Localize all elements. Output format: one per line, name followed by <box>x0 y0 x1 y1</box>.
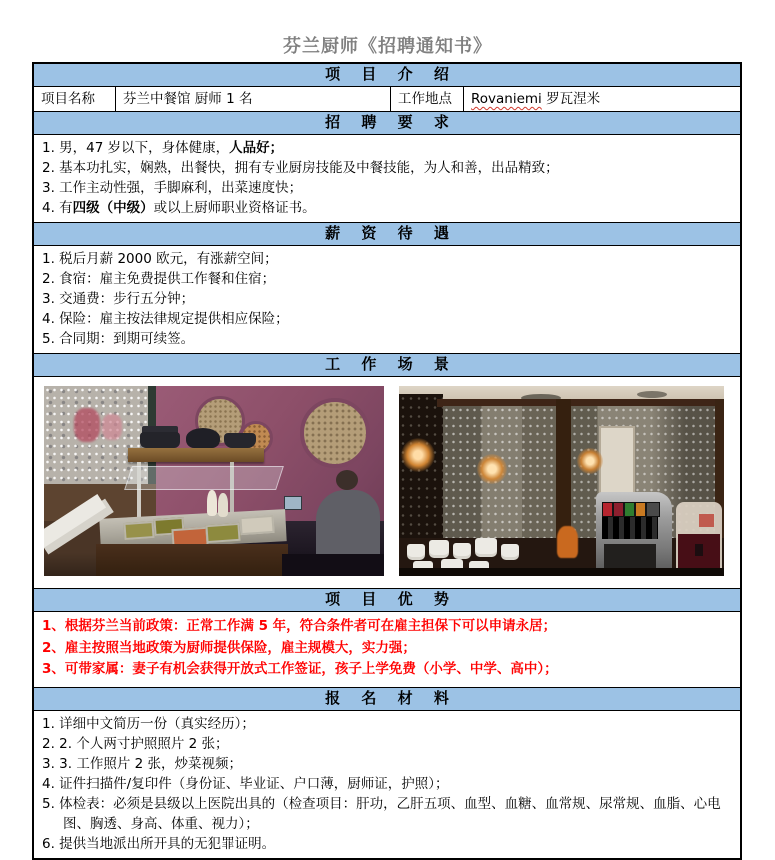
white-cup <box>429 540 449 555</box>
material-item-5: 5. 体检表：必须是县级以上医院出具的（检查项目：肝功，乙肝五项、血型、血糖、血常规、尿常规、血脂、心电图、胸透、身高、体重、视力）； <box>42 795 721 832</box>
material-item-3: 3. 3. 工作照片 2 张，炒菜视频； <box>42 755 243 772</box>
wall-lamp-glow <box>401 438 435 472</box>
notice-table <box>32 62 742 860</box>
buffet-top-shelf <box>128 448 264 462</box>
sauce-bottle <box>207 490 217 516</box>
juice-spigot <box>695 544 703 556</box>
salary-item-2: 2. 食宿：雇主免费提供工作餐和住宿； <box>42 271 276 287</box>
white-cup <box>475 538 497 554</box>
requirement-4-bold: 四级（中级） <box>72 200 154 216</box>
advantage-item-2: 2、雇主按照当地政策为厨师提供保险，雇主规模大，实力强； <box>42 639 416 656</box>
wall-lamp-glow <box>477 454 507 484</box>
requirement-item-3: 3. 工作主动性强，手脚麻利，出菜速度快； <box>42 180 303 196</box>
work-location-label: 工作地点 <box>391 87 464 111</box>
sneeze-guard-glass <box>124 466 284 490</box>
dark-floor <box>282 554 384 576</box>
counter-shadow <box>399 568 724 576</box>
page-title: 芬兰厨师《招聘通知书》 <box>283 36 492 57</box>
soda-nozzles <box>602 517 658 539</box>
white-cup <box>453 543 471 556</box>
white-cup <box>501 544 519 557</box>
salary-body <box>34 246 740 353</box>
stacked-bowls <box>186 428 220 448</box>
requirement-4-pre: 4. 有 <box>42 200 73 216</box>
advantages-body <box>34 612 740 687</box>
soda-drip-tray <box>604 544 656 570</box>
materials-body <box>34 711 740 858</box>
photo-restaurant-drinks <box>399 386 724 576</box>
wall-lamp-glow <box>577 448 603 474</box>
window-figure <box>74 408 100 442</box>
juice-label <box>699 514 714 527</box>
material-item-1: 1. 详细中文简历一份（真实经历）； <box>42 715 255 732</box>
location-chinese: 罗瓦涅米 <box>541 91 601 107</box>
requirement-item-2: 2. 基本功扎实，娴熟，出餐快，拥有专业厨房技能及中餐技能，为人和善，出品精致； <box>42 160 559 176</box>
requirement-1-text: 1. 男，47 岁以下，身体健康， <box>42 140 230 156</box>
material-item-2: 2. 2. 个人两寸护照照片 2 张； <box>42 735 229 752</box>
table-screen <box>284 496 302 510</box>
wall-disc <box>300 398 370 468</box>
stacked-plates <box>140 432 180 448</box>
location-english: Rovaniemi <box>471 91 542 107</box>
advantage-item-1: 1、根据芬兰当前政策：正常工作满 5 年，符合条件者可在雇主担保下可以申请永居； <box>42 618 557 634</box>
section-header-materials: 报 名 材 料 <box>34 687 740 711</box>
salary-item-3: 3. 交通费：步行五分钟； <box>42 291 195 307</box>
section-header-salary: 薪 资 待 遇 <box>34 222 740 246</box>
requirement-1-bold: 人品好； <box>229 140 284 156</box>
seated-person <box>316 490 380 556</box>
section-header-requirements: 招 聘 要 求 <box>34 111 740 135</box>
work-scene-photos <box>34 377 740 588</box>
project-name-value: 芬兰中餐馆 厨师 1 名 <box>116 87 391 111</box>
section-header-intro: 项 目 介 绍 <box>34 64 740 87</box>
salary-item-5: 5. 合同期：到期可续签。 <box>42 331 195 347</box>
sauce-bottle <box>218 493 228 517</box>
project-name-label: 项目名称 <box>34 87 116 111</box>
requirements-body <box>34 135 740 222</box>
material-item-4: 4. 证件扫描件/复印件（身份证、毕业证、户口薄，厨师证，护照）； <box>42 775 449 792</box>
intro-row <box>34 87 740 111</box>
section-header-advantages: 项 目 优 势 <box>34 588 740 612</box>
stacked-bowls <box>224 433 256 448</box>
food-tray <box>205 523 240 543</box>
seated-person-head <box>336 470 358 490</box>
section-header-scenes: 工 作 场 景 <box>34 353 740 377</box>
photo-restaurant-buffet <box>44 386 384 576</box>
requirement-item-4 <box>42 198 732 218</box>
white-cup <box>407 544 425 557</box>
window-figure <box>102 414 122 440</box>
requirement-item-1 <box>42 138 732 158</box>
food-tray <box>123 521 154 540</box>
work-location-value <box>464 87 740 111</box>
soda-drink-logos <box>602 502 660 517</box>
requirement-4-post: 或以上厨师职业资格证书。 <box>153 200 316 216</box>
ceiling-light <box>637 391 667 398</box>
advantage-item-3: 3、可带家属：妻子有机会获得开放式工作签证，孩子上学免费（小学、中学、高中）； <box>42 661 558 677</box>
food-tray <box>239 515 274 535</box>
material-item-6: 6. 提供当地派出所开具的无犯罪证明。 <box>42 835 276 852</box>
salary-item-4: 4. 保险：雇主按法律规定提供相应保险； <box>42 311 289 327</box>
salary-item-1: 1. 税后月薪 2000 欧元，有涨薪空间； <box>42 251 278 267</box>
buffet-cabinet <box>96 544 288 576</box>
orange-object <box>557 526 578 558</box>
